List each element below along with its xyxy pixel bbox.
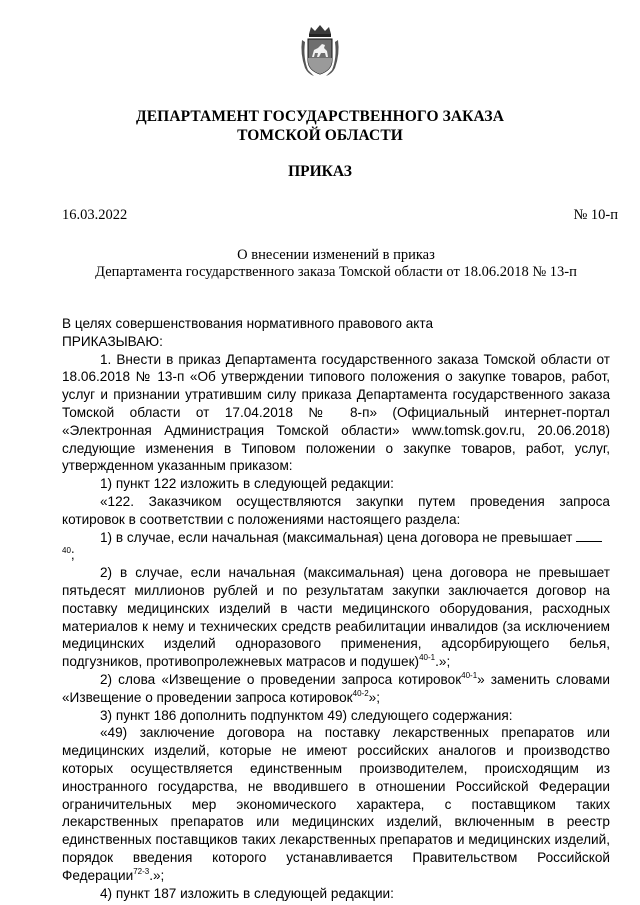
paragraph-item-4: 4) пункт 187 изложить в следующей редакции: [100,885,394,901]
subject-line2: Департамента государственного заказа Томской области от 18.06.2018 № 13-п [95,264,577,280]
organization-name-line1: ДЕПАРТАМЕНТ ГОСУДАРСТВЕННОГО ЗАКАЗА [135,108,505,125]
preamble: В целях совершенствования нормативного правового акта [62,316,434,331]
paragraph-1: 1. Внести в приказ Департамента государственного заказа Томской области от 18.06.2018 № 13-п «Об утверждении типового положения о закупке товаров, работ, услуг и признании утратившим силу приказа Департамента государственного заказа Томской области от 17.04.2018 № 8-п» (Официальный интернет-портал «Электронная Администрация Томской области» www.tomsk.gov.ru, 20.06.2018) следующие изменения в Типовом положении о закупке товаров, работ, услуг, утвержденном указанным приказом: [62,351,610,474]
paragraph-186-49: «49) заключение договора на поставку лекарственных препаратов или медицинских изделий, которые не имеют российских аналогов и производство которых осуществляется единственным производителем, происходящим из иностранного государства, не вводившего в отношении Российской Федерации ограничительных мер экономического характера, с поставщиком таких лекарственных препаратов или медицинских изделий, включенным в реестр единственных поставщиков таких лекарственных препаратов и медицинских изделий, порядок введения которого устанавливается Правительством Российской Федерации$^{72-3}$.»; [62,725,610,883]
paragraph-122-sub2: 2) в случае, если начальная (максимальная) цена договора не превышает пятьдесят миллионов рублей и по результатам закупки заключается договор на поставку медицинских изделий в части медицинского оборудования, расходных материалов к нему и технических средств реабилитации инвалидов (за исключением медицинских изделий одноразового применения, адсорбирующего белья, подгузников, противопролежневых матрасов и подушек)$^{40-1}$.»; [62,565,610,670]
subject-line1: О внесении изменений в приказ [237,247,435,263]
paragraph-item-3: 3) пункт 186 дополнить подпунктом 49) следующего содержания: [100,707,513,723]
blank-field [576,530,602,542]
paragraph-item-1: 1) пункт 122 изложить в следующей редакции: [100,476,394,492]
document-type: ПРИКАЗ [288,163,352,180]
paragraph-item-2: 2) слова «Извещение о проведении запроса котировок$^{40-1}$» заменить словами «Извещение о проведении запроса котировок$^{40-2}$»; [62,670,610,705]
order-body [62,315,610,902]
order-number: № 10-п [573,207,618,223]
order-keyword: ПРИКАЗЫВАЮ: [62,333,163,349]
coat-of-arms-icon [300,24,340,78]
organization-name-line2: ТОМСКОЙ ОБЛАСТИ [237,127,403,144]
paragraph-122: «122. Заказчиком осуществляются закупки путем проведения запроса котировок в соответствии с положениями настоящего раздела: [62,493,610,527]
order-date: 16.03.2022 [62,207,128,223]
paragraph-122-sub1: 1) в случае, если начальная (максимальная) цена договора не превышает $^{40}$; [62,529,610,565]
